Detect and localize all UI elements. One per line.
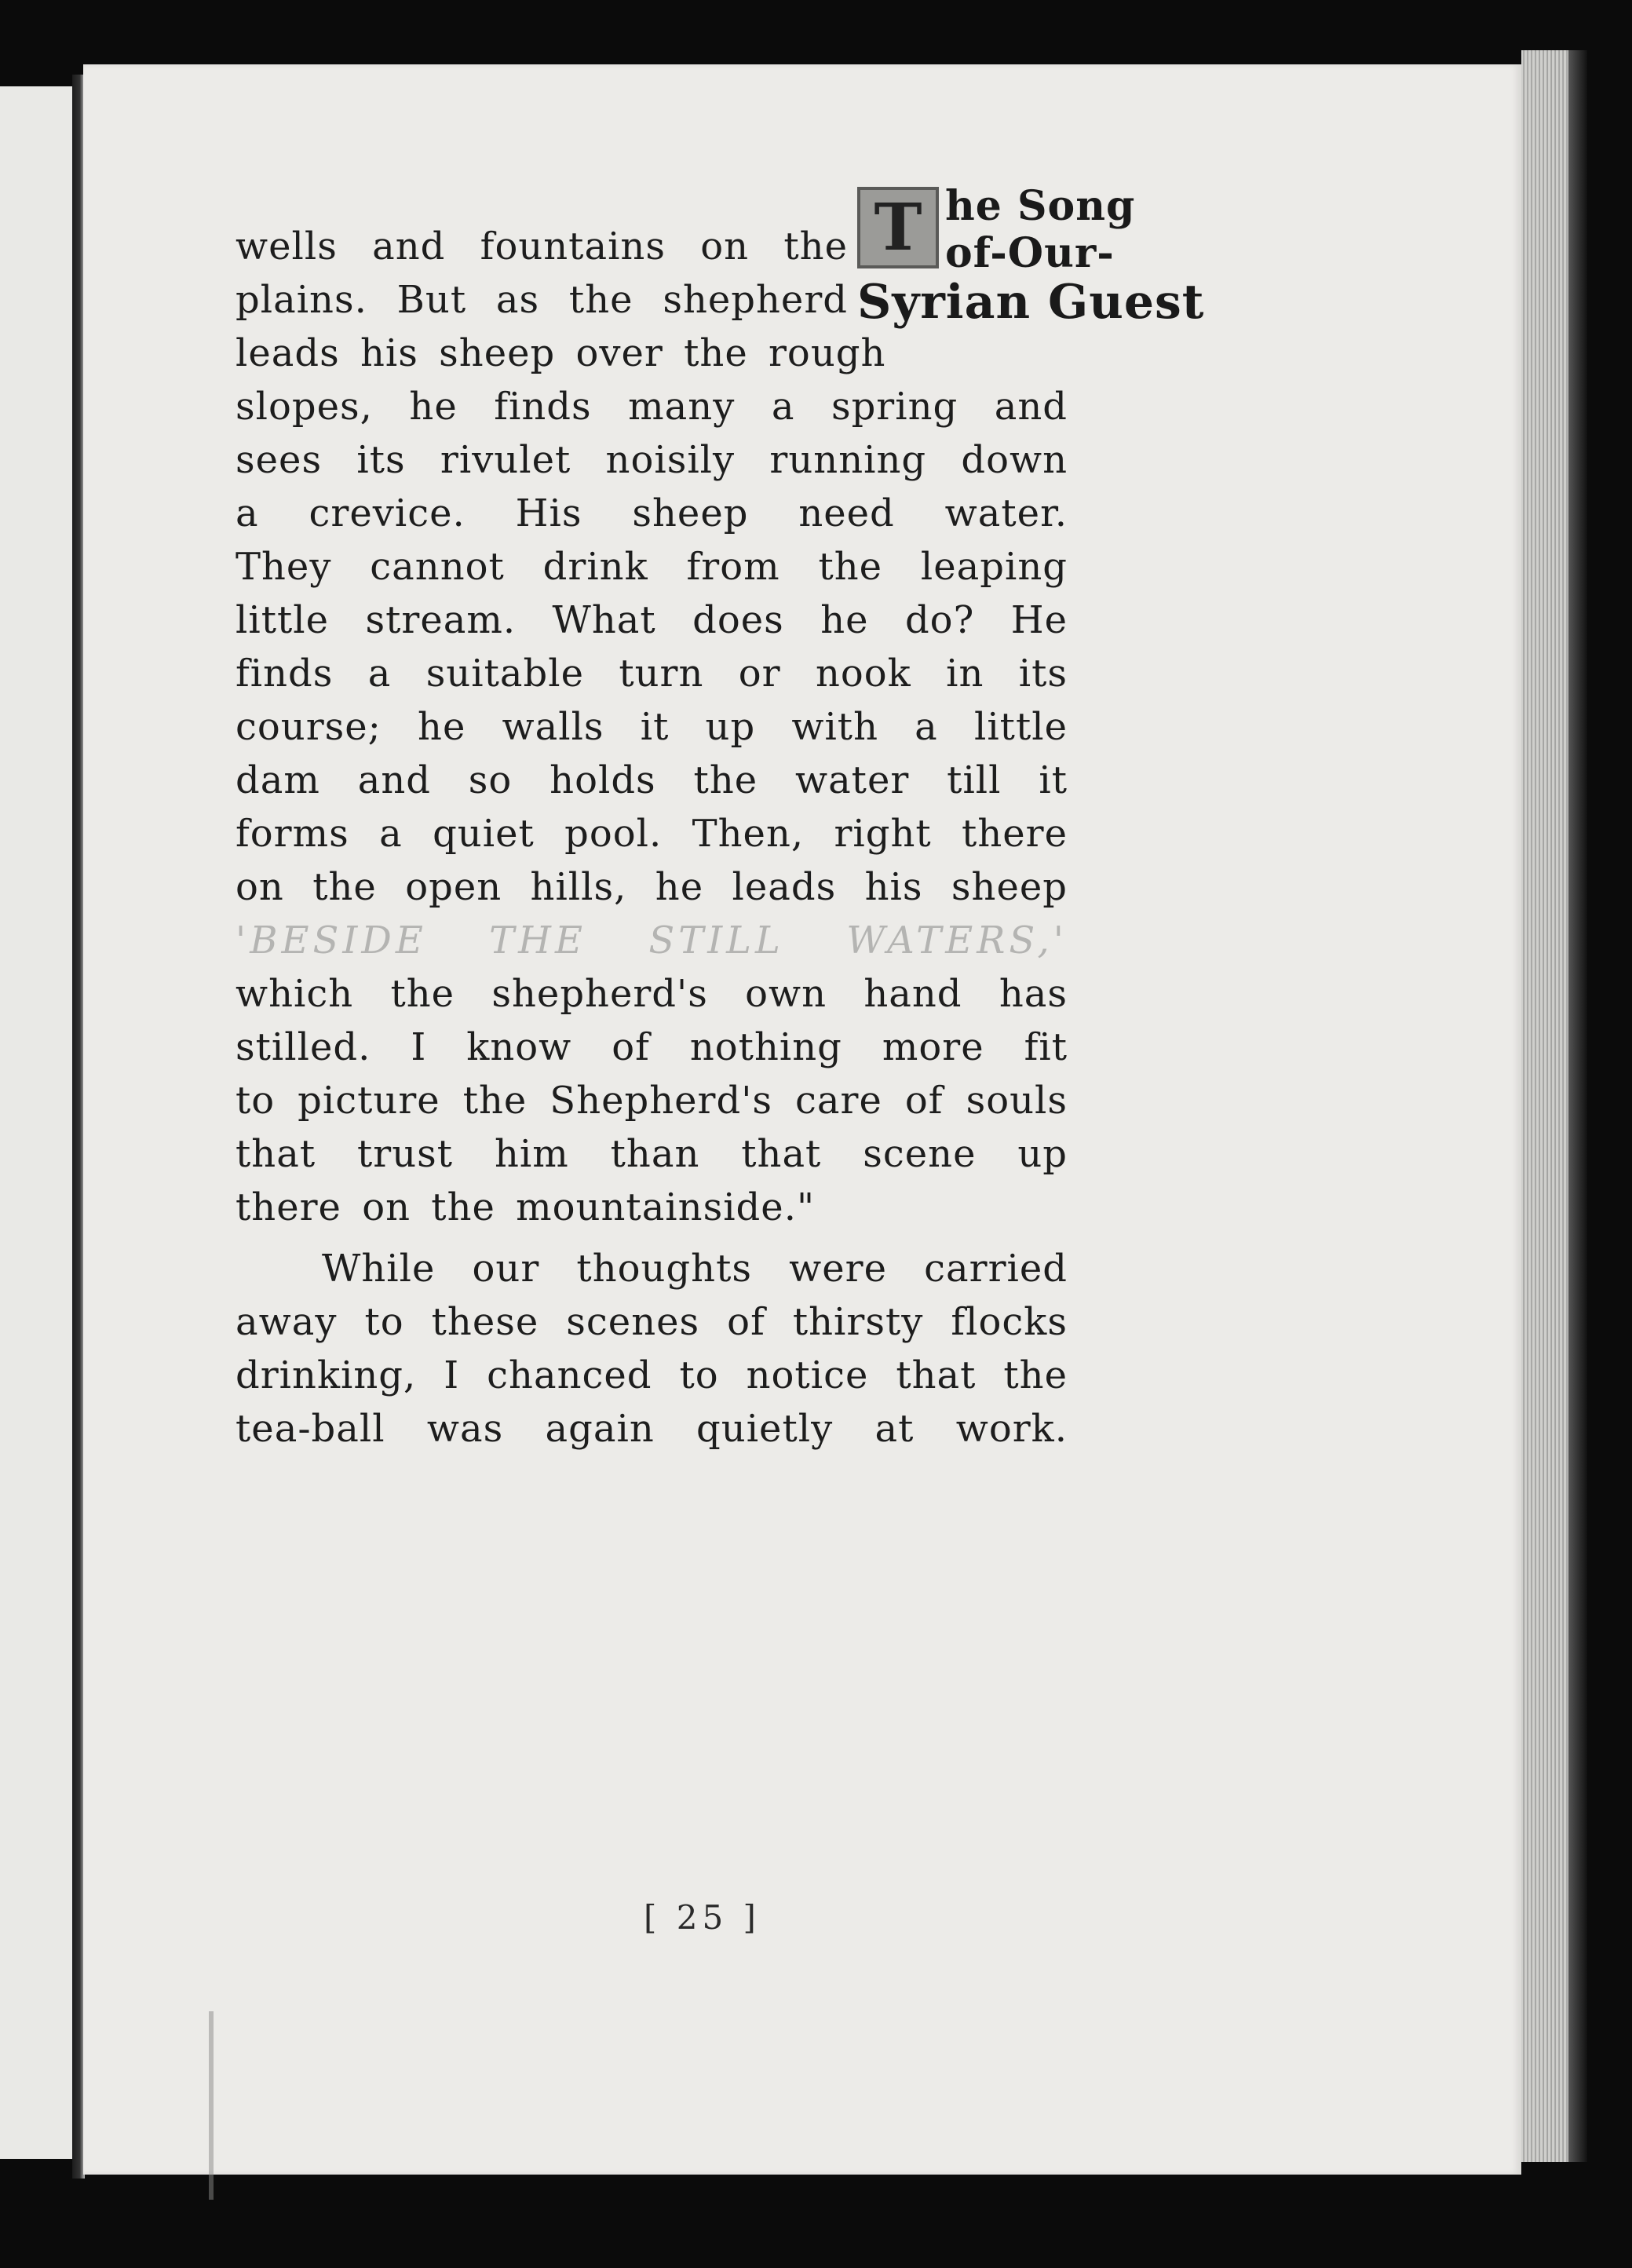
gutter-shadow-mark xyxy=(209,2011,214,2200)
paragraph-break xyxy=(235,1234,1068,1242)
text-line: While our thoughts were carried xyxy=(322,1247,1068,1291)
decorated-initial: T xyxy=(857,187,939,268)
facing-page-edge xyxy=(0,86,72,2159)
text-line: little stream. What does he do? He xyxy=(235,598,1068,642)
text-line: dam and so holds the water till it xyxy=(235,758,1068,802)
text-line: stilled. I know of nothing more fit xyxy=(235,1025,1068,1069)
text-line: away to these scenes of thirsty flocks xyxy=(235,1300,1068,1344)
page-number: [ 25 ] xyxy=(644,1898,761,1937)
text-line: a crevice. His sheep need water. xyxy=(235,491,1068,535)
body-text xyxy=(235,220,1068,1455)
text-line: tea-ball was again quietly at work. xyxy=(235,1407,1068,1451)
running-head-line-1: he Song xyxy=(945,182,1136,230)
text-line: finds a suitable turn or nook in its xyxy=(235,652,1068,696)
text-line: slopes, he finds many a spring and xyxy=(235,385,1068,429)
page-edge-shadow xyxy=(1568,50,1587,2162)
text-line: forms a quiet pool. Then, right there xyxy=(235,812,1068,856)
text-line: course; he walls it up with a little xyxy=(235,705,1068,749)
text-line: They cannot drink from the leaping xyxy=(235,545,1068,589)
running-head-line-3: Syrian Guest xyxy=(857,275,1205,330)
text-line: sees its rivulet noisily running down xyxy=(235,438,1068,482)
text-line: drinking, I chanced to notice that the xyxy=(235,1353,1068,1397)
page-stack-edges xyxy=(1521,50,1568,2162)
text-line: that trust him than that scene up xyxy=(235,1132,1068,1176)
text-line: there on the mountainside." xyxy=(235,1185,816,1229)
text-line: to picture the Shepherd's care of souls xyxy=(235,1079,1068,1123)
text-line: on the open hills, he leads his sheep xyxy=(235,865,1068,909)
text-line: leads his sheep over the rough xyxy=(235,331,886,375)
text-line: which the shepherd's own hand has xyxy=(235,972,1068,1016)
text-line-emphasis: 'BESIDE THE STILL WATERS,' xyxy=(235,919,1068,962)
text-line: plains. But as the shepherd xyxy=(235,278,848,322)
running-head-line-2: of-Our- xyxy=(945,229,1115,277)
text-line: wells and fountains on the xyxy=(235,225,848,268)
